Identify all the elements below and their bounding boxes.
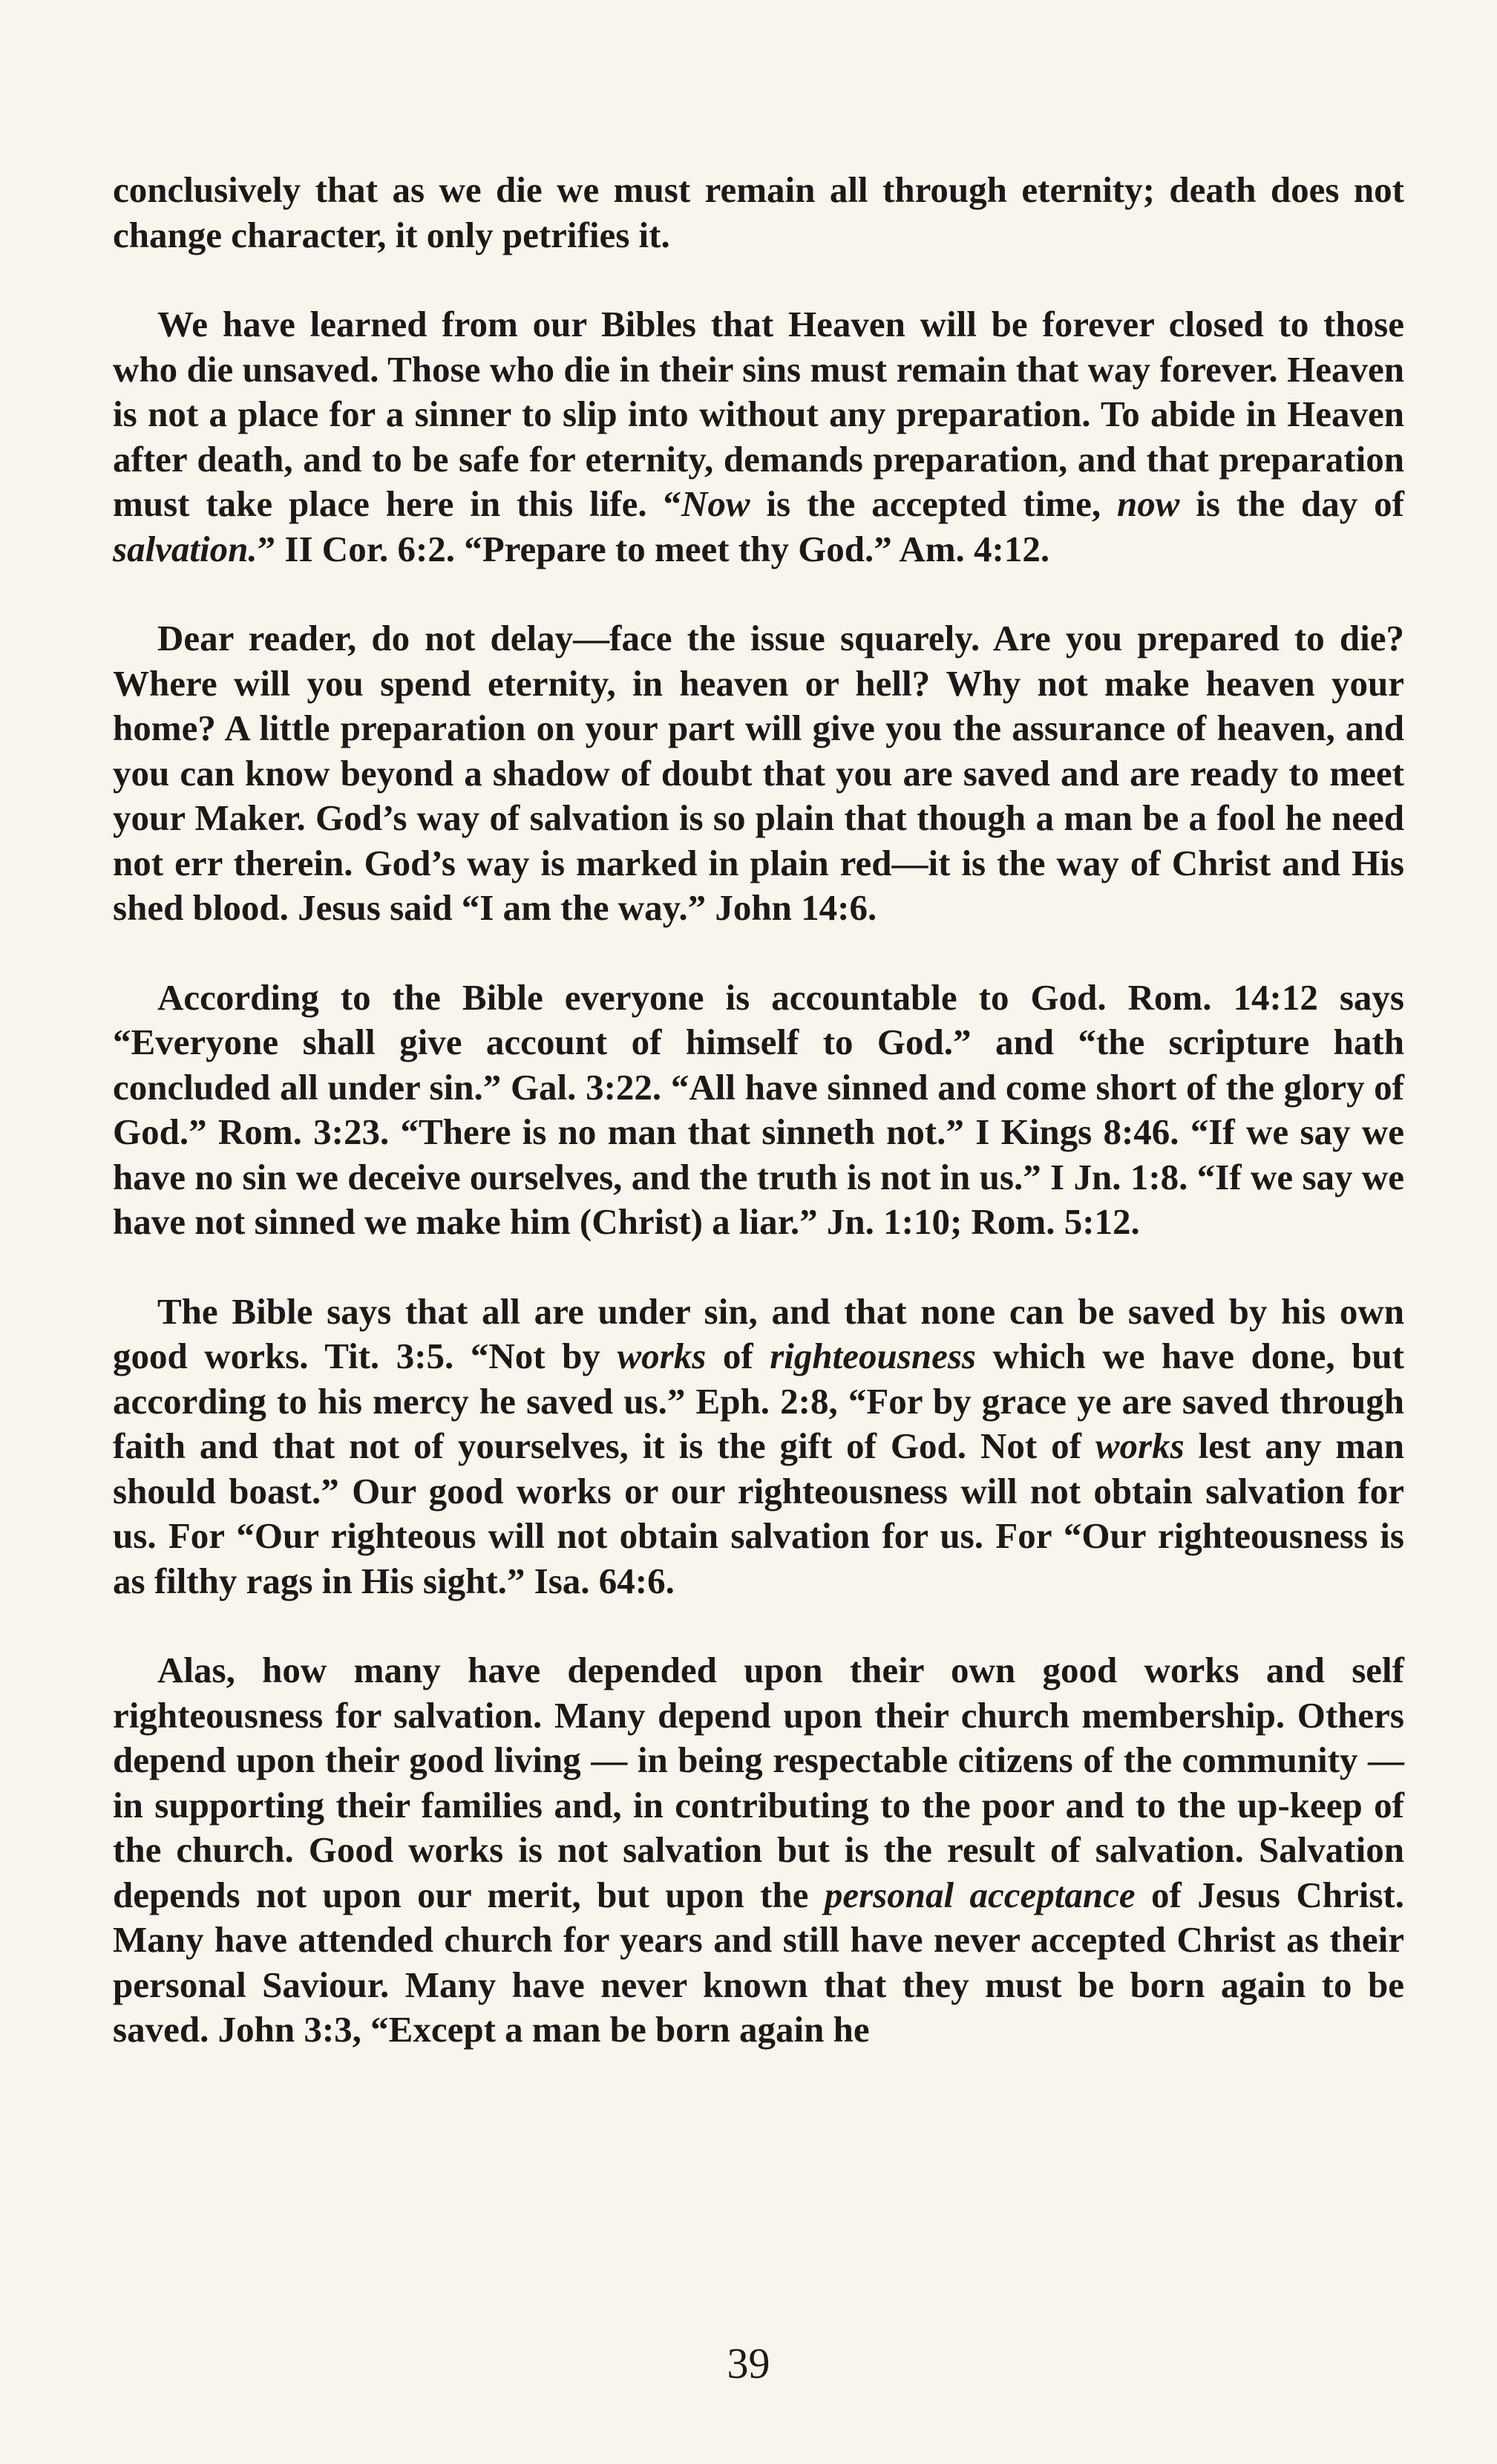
text-run: which we have done, but according to his mercy he saved us.” Eph. 2:8, “For by grace ye are saved through faith and that not of yourselves, it is the gift of God. Not of xyxy=(113,1336,1404,1466)
text-run: is the day of xyxy=(1179,483,1404,524)
page-number: 39 xyxy=(727,2339,770,2388)
emphasized-text: righteousness xyxy=(770,1336,976,1376)
text-run: ” II Cor. 6:2. “Prepare to meet thy God.” Am. 4:12. xyxy=(257,528,1050,569)
emphasized-text: personal acceptance xyxy=(824,1874,1136,1915)
emphasized-text: salvation. xyxy=(113,528,258,569)
paragraph-5 xyxy=(113,1290,1404,1604)
emphasized-text: works xyxy=(1095,1425,1185,1466)
text-run: lest any man should boast.” Our good works or our righteousness will not obtain salvation for us. For “Our righteous will not obtain salvation for us. For “Our righteousness is as filthy rags in His sight.” Isa. 64:6. xyxy=(113,1425,1404,1601)
text-run: Alas, how many have depended upon their own good works and self righteousness for salvation. Many depend upon their church membership. Others depend upon their good living — in being respectable citizens of the community — in supporting their families and, in contributing to the poor and to the up-keep of the church. Good works is not salvation but is the result of salvation. Salvation depends not upon our merit, but upon the xyxy=(113,1650,1404,1915)
text-run: conclusively that as we die we must remain all through eternity; death does not change character, it only petrifies it. xyxy=(113,169,1404,255)
text-run: is the accepted time, xyxy=(750,483,1117,524)
text-run: of Jesus Christ. Many have attended church for years and still have never accepted Christ as their personal Saviour. Many have never known that they must be born again to be saved. John 3:3, “Except a man be born again he xyxy=(113,1874,1405,2050)
paragraph-3 xyxy=(113,616,1404,931)
paragraph-1 xyxy=(113,168,1404,258)
paragraph-6 xyxy=(113,1648,1404,2053)
text-run: We have learned from our Bibles that Heaven will be forever closed to those who die unsaved. Those who die in their sins must remain that way forever. Heaven is not a place for a sinner to slip into without any preparation. To abide in Heaven after death, and to be safe for eternity, demands preparation, and that preparation must take place here in this life. “ xyxy=(113,304,1404,524)
text-run: Dear reader, do not delay—face the issue squarely. Are you prepared to die? Where will you spend eternity, in heaven or hell? Why not make heaven your home? A little preparation on your part will give you the assurance of heaven, and you can know beyond a shadow of doubt that you are saved and are ready to meet your Maker. God’s way of salvation is so plain that though a man be a fool he need not err therein. God’s way is marked in plain red—it is the way of Christ and His shed blood. Jesus said “I am the way.” John 14:6. xyxy=(113,618,1404,928)
body-text xyxy=(113,168,1404,2053)
emphasized-text: Now xyxy=(681,483,750,524)
emphasized-text: now xyxy=(1117,483,1180,524)
text-run: The Bible says that all are under sin, and that none can be saved by his own good works. Tit. 3:5. “Not by xyxy=(113,1290,1404,1376)
paragraph-4 xyxy=(113,976,1404,1245)
text-run: According to the Bible everyone is accountable to God. Rom. 14:12 says “Everyone shall give account of himself to God.” and “the scripture hath concluded all under sin.” Gal. 3:22. “All have sinned and come short of the glory of God.” Rom. 3:23. “There is no man that sinneth not.” I Kings 8:46. “If we say we have no sin we deceive ourselves, and the truth is not in us.” I Jn. 1:8. “If we say we have not sinned we make him (Christ) a liar.” Jn. 1:10; Rom. 5:12. xyxy=(113,976,1404,1242)
emphasized-text: works xyxy=(617,1336,707,1376)
paragraph-2 xyxy=(113,302,1404,572)
text-run: of xyxy=(706,1336,770,1376)
